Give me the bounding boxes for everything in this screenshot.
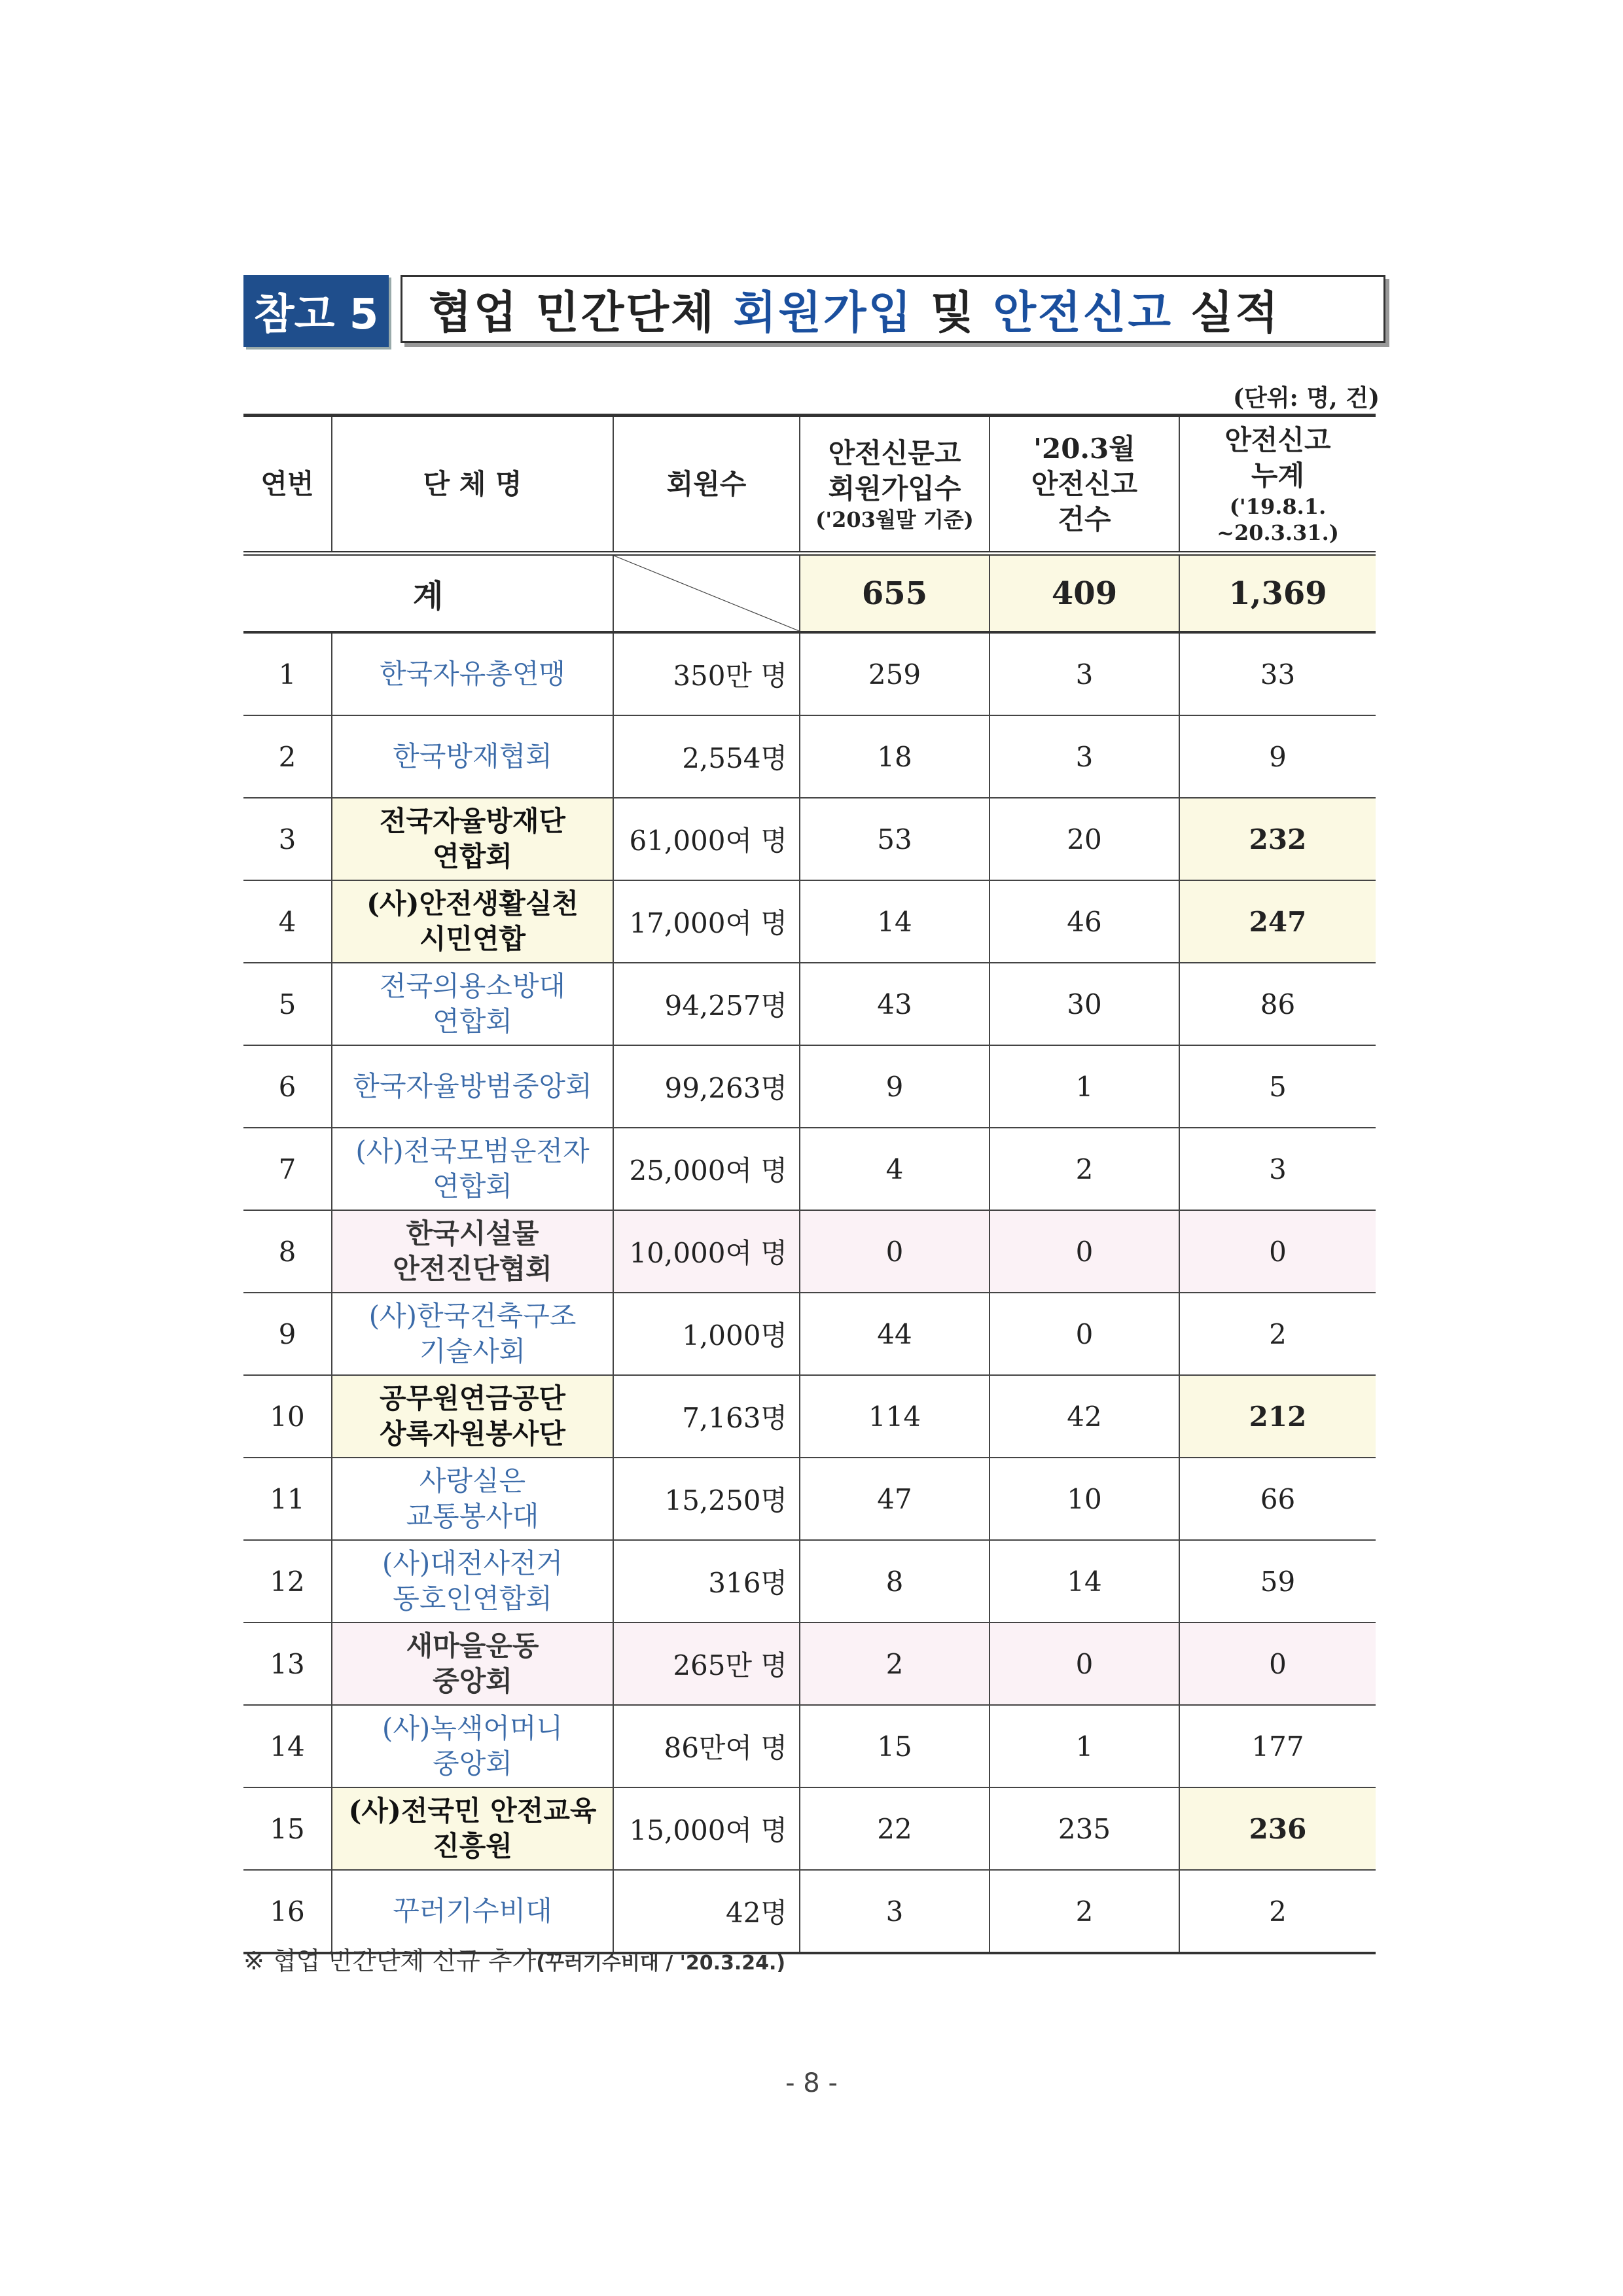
total-label: 계	[243, 554, 613, 633]
organization-name-line2: 기술사회	[419, 1335, 526, 1367]
row-number: 16	[243, 1870, 332, 1953]
organization-name-line2: 교통봉사대	[406, 1500, 539, 1532]
cumulative-report-count: 33	[1179, 632, 1376, 715]
signup-count: 44	[800, 1293, 990, 1375]
member-count: 25,000여 명	[613, 1128, 800, 1210]
member-count: 265만 명	[613, 1623, 800, 1705]
organization-name-line1: (사)한국건축구조	[368, 1300, 577, 1332]
march-report-count: 1	[990, 1705, 1179, 1787]
march-report-count: 235	[990, 1787, 1179, 1870]
header-signup-line1: 안전신문고	[828, 437, 961, 469]
organization-name-line1: (사)전국모범운전자	[355, 1135, 590, 1167]
header-march-line2: 안전신고	[1031, 467, 1138, 500]
march-report-count: 14	[990, 1540, 1179, 1623]
organization-name	[332, 1458, 613, 1540]
row-number: 7	[243, 1128, 332, 1210]
header-cum-line4: ~20.3.31.)	[1217, 520, 1339, 545]
organization-name	[332, 1705, 613, 1787]
member-count: 10,000여 명	[613, 1210, 800, 1293]
title-part-5: 실적	[1190, 287, 1281, 339]
header-signup-line3: ('203월말 기준)	[815, 507, 974, 532]
organization-name	[332, 798, 613, 880]
table-row	[243, 1293, 1376, 1375]
title-part-3: 및	[930, 287, 976, 339]
row-number: 5	[243, 963, 332, 1045]
organization-name-line1: 한국자유총연맹	[379, 658, 565, 690]
signup-count: 2	[800, 1623, 990, 1705]
member-count: 15,250명	[613, 1458, 800, 1540]
row-number: 14	[243, 1705, 332, 1787]
march-report-count: 2	[990, 1870, 1179, 1953]
organization-name-line2: 연합회	[433, 1170, 512, 1202]
organization-name-line1: 한국방재협회	[393, 740, 552, 772]
signup-count: 9	[800, 1045, 990, 1128]
cumulative-report-count: 212	[1179, 1375, 1376, 1458]
cumulative-report-count: 86	[1179, 963, 1376, 1045]
total-members-empty	[613, 554, 800, 633]
cumulative-report-count: 66	[1179, 1458, 1376, 1540]
member-count: 2,554명	[613, 715, 800, 798]
performance-table	[243, 414, 1376, 1954]
title-part-2: 회원가입	[733, 287, 914, 339]
organization-name	[332, 715, 613, 798]
cumulative-report-count: 0	[1179, 1623, 1376, 1705]
signup-count: 114	[800, 1375, 990, 1458]
row-number: 6	[243, 1045, 332, 1128]
row-number: 4	[243, 880, 332, 963]
organization-name-line1: 사랑실은	[419, 1465, 526, 1497]
organization-name-line2: 연합회	[433, 840, 512, 872]
organization-name-line1: 전국의용소방대	[379, 970, 565, 1002]
cumulative-report-count: 2	[1179, 1870, 1376, 1953]
row-number: 8	[243, 1210, 332, 1293]
cumulative-report-count: 9	[1179, 715, 1376, 798]
march-report-count: 0	[990, 1293, 1179, 1375]
cumulative-report-count: 247	[1179, 880, 1376, 963]
table-row	[243, 715, 1376, 798]
organization-name-line2: 상록자원봉사단	[379, 1418, 565, 1450]
table-row	[243, 798, 1376, 880]
header-name: 단 체 명	[332, 416, 613, 554]
march-report-count: 2	[990, 1128, 1179, 1210]
table-row	[243, 880, 1376, 963]
member-count: 42명	[613, 1870, 800, 1953]
row-number: 1	[243, 632, 332, 715]
cumulative-report-count: 236	[1179, 1787, 1376, 1870]
signup-count: 47	[800, 1458, 990, 1540]
page-title	[401, 275, 1385, 343]
organization-name-line2: 안전진단협회	[393, 1253, 552, 1285]
footnote-detail: (꾸러기수비대 / '20.3.24.)	[536, 1952, 786, 1975]
row-number: 11	[243, 1458, 332, 1540]
title-part-4: 안전신고	[993, 287, 1173, 339]
organization-name-line2: 중앙회	[433, 1748, 512, 1780]
organization-name-line1: 공무원연금공단	[379, 1382, 565, 1414]
signup-count: 8	[800, 1540, 990, 1623]
organization-name	[332, 1210, 613, 1293]
table-row	[243, 1045, 1376, 1128]
march-report-count: 3	[990, 715, 1179, 798]
header-march	[990, 416, 1179, 554]
header-signup	[800, 416, 990, 554]
signup-count: 259	[800, 632, 990, 715]
member-count: 99,263명	[613, 1045, 800, 1128]
member-count: 61,000여 명	[613, 798, 800, 880]
member-count: 15,000여 명	[613, 1787, 800, 1870]
organization-name	[332, 1375, 613, 1458]
table-row	[243, 1210, 1376, 1293]
member-count: 1,000명	[613, 1293, 800, 1375]
organization-name-line2: 시민연합	[419, 923, 526, 955]
organization-name-line1: (사)대전사전거	[382, 1547, 563, 1579]
title-block	[243, 275, 1389, 347]
organization-name	[332, 1787, 613, 1870]
cumulative-report-count: 232	[1179, 798, 1376, 880]
total-signup: 655	[800, 554, 990, 633]
table-row	[243, 1623, 1376, 1705]
march-report-count: 10	[990, 1458, 1179, 1540]
signup-count: 15	[800, 1705, 990, 1787]
header-cumulative	[1179, 416, 1376, 554]
organization-name-line1: (사)녹색어머니	[382, 1712, 563, 1744]
cumulative-report-count: 5	[1179, 1045, 1376, 1128]
reference-badge: 참고 5	[243, 275, 389, 347]
table-row	[243, 1705, 1376, 1787]
row-number: 3	[243, 798, 332, 880]
table-row	[243, 1540, 1376, 1623]
table-row	[243, 963, 1376, 1045]
march-report-count: 46	[990, 880, 1179, 963]
cumulative-report-count: 3	[1179, 1128, 1376, 1210]
organization-name-line1: 꾸러기수비대	[393, 1895, 552, 1927]
organization-name	[332, 632, 613, 715]
member-count: 86만여 명	[613, 1705, 800, 1787]
total-cumulative: 1,369	[1179, 554, 1376, 633]
march-report-count: 3	[990, 632, 1179, 715]
march-report-count: 0	[990, 1210, 1179, 1293]
diagonal-line	[614, 556, 799, 631]
table-row	[243, 632, 1376, 715]
signup-count: 3	[800, 1870, 990, 1953]
header-cum-line1: 안전신고	[1224, 423, 1331, 456]
member-count: 94,257명	[613, 963, 800, 1045]
signup-count: 4	[800, 1128, 990, 1210]
signup-count: 14	[800, 880, 990, 963]
table-header-row	[243, 416, 1376, 554]
member-count: 316명	[613, 1540, 800, 1623]
header-march-line1: '20.3월	[1033, 432, 1135, 465]
header-members: 회원수	[613, 416, 800, 554]
table-row	[243, 1375, 1376, 1458]
signup-count: 18	[800, 715, 990, 798]
organization-name	[332, 1128, 613, 1210]
march-report-count: 1	[990, 1045, 1179, 1128]
footnote	[243, 1941, 785, 1977]
total-row	[243, 554, 1376, 633]
member-count: 17,000여 명	[613, 880, 800, 963]
row-number: 9	[243, 1293, 332, 1375]
page-number: - 8 -	[785, 2068, 838, 2098]
organization-name-line1: 새마을운동	[406, 1630, 539, 1662]
table-row	[243, 1787, 1376, 1870]
footnote-main: ※ 협업 민간단체 신규 추가	[243, 1946, 537, 1975]
header-signup-line2: 회원가입수	[828, 472, 961, 505]
cumulative-report-count: 177	[1179, 1705, 1376, 1787]
organization-name-line1: (사)전국민 안전교육	[348, 1795, 597, 1827]
march-report-count: 42	[990, 1375, 1179, 1458]
organization-name-line2: 연합회	[433, 1005, 512, 1037]
table-row	[243, 1128, 1376, 1210]
cumulative-report-count: 59	[1179, 1540, 1376, 1623]
signup-count: 0	[800, 1210, 990, 1293]
organization-name-line1: (사)안전생활실천	[366, 888, 579, 920]
organization-name-line2: 진흥원	[433, 1830, 512, 1862]
organization-name-line1: 한국시설물	[406, 1217, 539, 1249]
organization-name-line2: 중앙회	[433, 1665, 512, 1697]
organization-name	[332, 880, 613, 963]
signup-count: 43	[800, 963, 990, 1045]
member-count: 7,163명	[613, 1375, 800, 1458]
table-row	[243, 1458, 1376, 1540]
organization-name-line2: 동호인연합회	[393, 1583, 552, 1615]
total-march: 409	[990, 554, 1179, 633]
organization-name-line1: 전국자율방재단	[379, 805, 565, 837]
cumulative-report-count: 2	[1179, 1293, 1376, 1375]
unit-note: (단위: 명, 건)	[1232, 384, 1380, 412]
cumulative-report-count: 0	[1179, 1210, 1376, 1293]
organization-name	[332, 963, 613, 1045]
march-report-count: 30	[990, 963, 1179, 1045]
row-number: 15	[243, 1787, 332, 1870]
signup-count: 53	[800, 798, 990, 880]
row-number: 13	[243, 1623, 332, 1705]
organization-name	[332, 1540, 613, 1623]
organization-name	[332, 1293, 613, 1375]
march-report-count: 20	[990, 798, 1179, 880]
row-number: 12	[243, 1540, 332, 1623]
member-count: 350만 명	[613, 632, 800, 715]
header-march-line3: 건수	[1058, 503, 1111, 535]
row-number: 2	[243, 715, 332, 798]
title-part-1: 협업 민간단체	[429, 287, 716, 339]
header-cum-line3: ('19.8.1.	[1229, 493, 1327, 519]
header-cum-line2: 누계	[1251, 459, 1305, 492]
march-report-count: 0	[990, 1623, 1179, 1705]
row-number: 10	[243, 1375, 332, 1458]
organization-name	[332, 1045, 613, 1128]
organization-name-line1: 한국자율방범중앙회	[353, 1070, 592, 1102]
organization-name	[332, 1623, 613, 1705]
signup-count: 22	[800, 1787, 990, 1870]
header-no: 연번	[243, 416, 332, 554]
